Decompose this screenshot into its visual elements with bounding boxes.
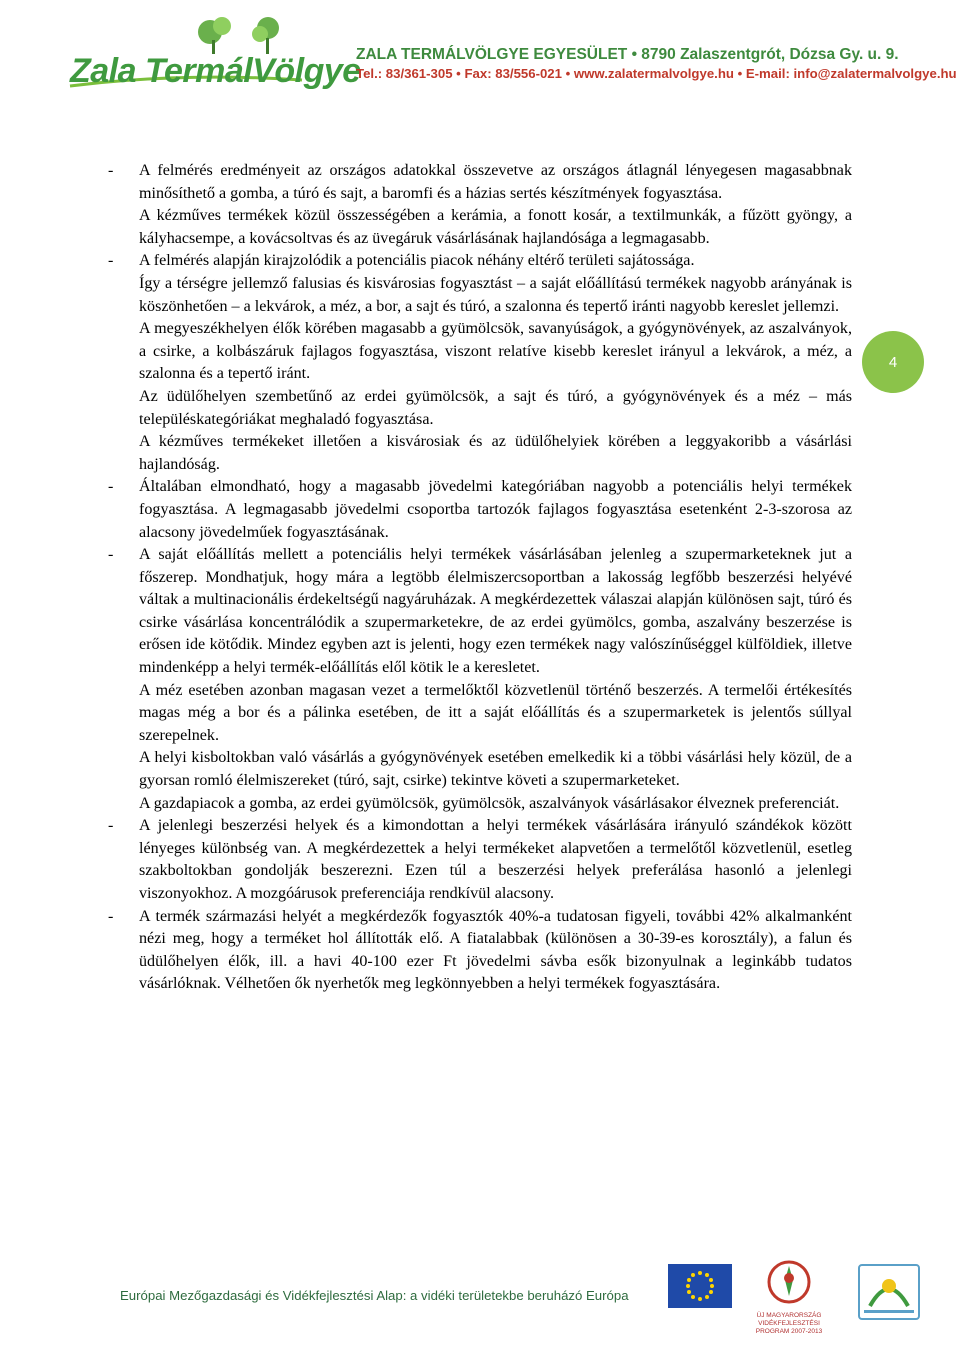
eafrd-slogan: Európai Mezőgazdasági és Vidékfejlesztési Alap: a vidéki területekbe beruházó Európa	[120, 1288, 629, 1303]
paragraph: A saját előállítás mellett a potenciális helyi termékek vásárlásában jelenleg a szupermarketeknek jut a főszerep. Mondhatjuk, hogy mára a legtöbb élelmiszercsoportban a lakosság legfőbb beszerzési helyévé váltak a multinacionális érdekeltségű nagyáruházak. A megkérdezettek válaszai alapján különösen sajt, túró és csirke vásárlása koncentrálódik a szupermarketekre, de az erdei gyümölcs, gomba, aszalvány beszerzése is erősen ide kötődik. Mindez egyben azt is jelenti, hogy ezen termékek nagy valószínűséggel külföldiek, illetve mindenképp a helyi termék-előállítás elől kötik le a keresletet.	[139, 546, 852, 677]
page-footer	[0, 1250, 960, 1356]
page-header	[0, 0, 960, 100]
organization-address: ZALA TERMÁLVÖLGYE EGYESÜLET • 8790 Zalaszentgrót, Dózsa Gy. u. 9.	[356, 46, 899, 63]
umvp-logo-text: ÚJ MAGYARORSZÁG VIDÉKFEJLESZTÉSI PROGRAM 2007-2013	[755, 1312, 823, 1335]
list-item	[108, 906, 852, 996]
paragraph: A kézműves termékek közül összességében a kerámia, a fonott kosár, a textilmunkák, a fűzött gyöngy, a kályhacsempe, a kovácsoltvas és az üvegáruk vásárlásának hajlandósága a legmagasabb.	[139, 207, 852, 247]
list-item	[108, 250, 852, 476]
paragraph: A termék származási helyét a megkérdezők fogyasztók 40%-a tudatosan figyeli, további 42% alkalmanként nézi meg, hogy a terméket hol állították elő. A fiatalabbak (különösen a 30-39-es korosztály), a falun és üdülőhelyen élők, ill. a havi 40-100 ezer Ft jövedelmi sávba esők bizonyulnak a leginkább tudatos vásárlóknak. Vélhetően ők nyerhetők meg legkönnyebben a helyi termékek fogyasztására.	[139, 907, 852, 993]
list-dash: -	[108, 252, 114, 270]
paragraph: Általában elmondható, hogy a magasabb jövedelmi kategóriában nagyobb a potenciális helyi termékek fogyasztása. A legmagasabb jövedelmi csoportba tartozók fajlagos fogyasztása esetenként 2-3-szorosa az alacsony jövedelműek fogyasztásának.	[139, 478, 852, 541]
list-dash: -	[108, 546, 114, 564]
paragraph: A gazdapiacok a gomba, az erdei gyümölcsök, gyümölcsök, aszalványok vásárlásakor élveznek preferenciát.	[139, 794, 840, 812]
list-dash: -	[108, 478, 114, 496]
paragraph: A méz esetében azonban magasan vezet a termelőktől közvetlenül történő beszerzés. A termelői értékesítés magas még a bor és a pálinka esetében, de itt a saját előállítás és a szupermarketek is jelentős súllyal szerepelnek.	[139, 681, 852, 744]
list-item	[108, 544, 852, 815]
paragraph: A felmérés alapján kirajzolódik a potenciális piacok néhány eltérő területi sajátossága.	[139, 252, 695, 270]
list-item	[108, 476, 852, 544]
contact-line: Tel.: 83/361-305 • Fax: 83/556-021 • www.zalatermalvolgye.hu • E-mail: info@zalatermalvolgye.hu	[356, 66, 957, 81]
list-dash: -	[108, 907, 114, 925]
paragraph: A felmérés eredményeit az országos adatokkal összevetve az országos átlagnál lényegesen magasabbnak minősíthető a gomba, a túró és sajt, a baromfi és a házias sertés készítmények fogyasztása.	[139, 162, 852, 202]
paragraph: A helyi kisboltokban való vásárlás a gyógynövények esetében emelkedik ki a többi vásárlási hely közül, de a gyorsan romló élelmiszereket (túró, sajt, csirke) tekintve követi a szupermarketeket.	[139, 749, 852, 790]
page-number-badge: 4	[862, 331, 924, 393]
leader-logo-icon	[858, 1264, 920, 1320]
list-dash: -	[108, 162, 114, 179]
list-item	[108, 160, 852, 250]
paragraph: A megyeszékhelyen élők körében magasabb a gyümölcsök, savanyúságok, a gyógynövények, az aszalványok, a csirke, a kolbászáruk fajlagos fogyasztása, viszont relatíve kisebb kereslet irányul a lekvárok, a méz, a szalonna és a tepertő iránt.	[139, 320, 852, 383]
paragraph: A kézműves termékeket illetően a kisvárosiak és az üdülőhelyiek körében a leggyakoribb a vásárlási hajlandóság.	[139, 433, 852, 473]
document-body	[108, 160, 852, 996]
zala-termalvolgye-logo	[62, 14, 362, 94]
eu-flag-icon	[668, 1264, 732, 1308]
paragraph: A jelenlegi beszerzési helyek és a kimondottan a helyi termékek vásárlására irányuló szándékok között lényeges különbség van. A megkérdezettek a helyi termékeket alapvetően a termelőtől közvetlenül, esetleg szakboltokban gondolják beszerezni. Ezen túl a beszerzési helyek preferálása hasonló a jelenlegi viszonyokhoz. A mozgóárusok preferenciája rendkívül alacsony.	[139, 817, 852, 902]
paragraph: Az üdülőhelyen szembetűnő az erdei gyümölcsök, a sajt és túró, a gyógynövények és a méz – más településkategóriákat meghaladó fogyasztása.	[139, 387, 852, 428]
list-item	[108, 815, 852, 905]
list-dash: -	[108, 817, 114, 835]
logo-text: Zala TermálVölgye	[70, 52, 361, 90]
paragraph: Így a térségre jellemző falusias és kisvárosias fogyasztást – a saját előállítású termékek nagyobb arányának is köszönhetően – a lekvárok, a méz, a bor, a sajt és túró, a szalonna és tepertő iránti nagyobb kereslet jellemzi.	[139, 274, 852, 315]
